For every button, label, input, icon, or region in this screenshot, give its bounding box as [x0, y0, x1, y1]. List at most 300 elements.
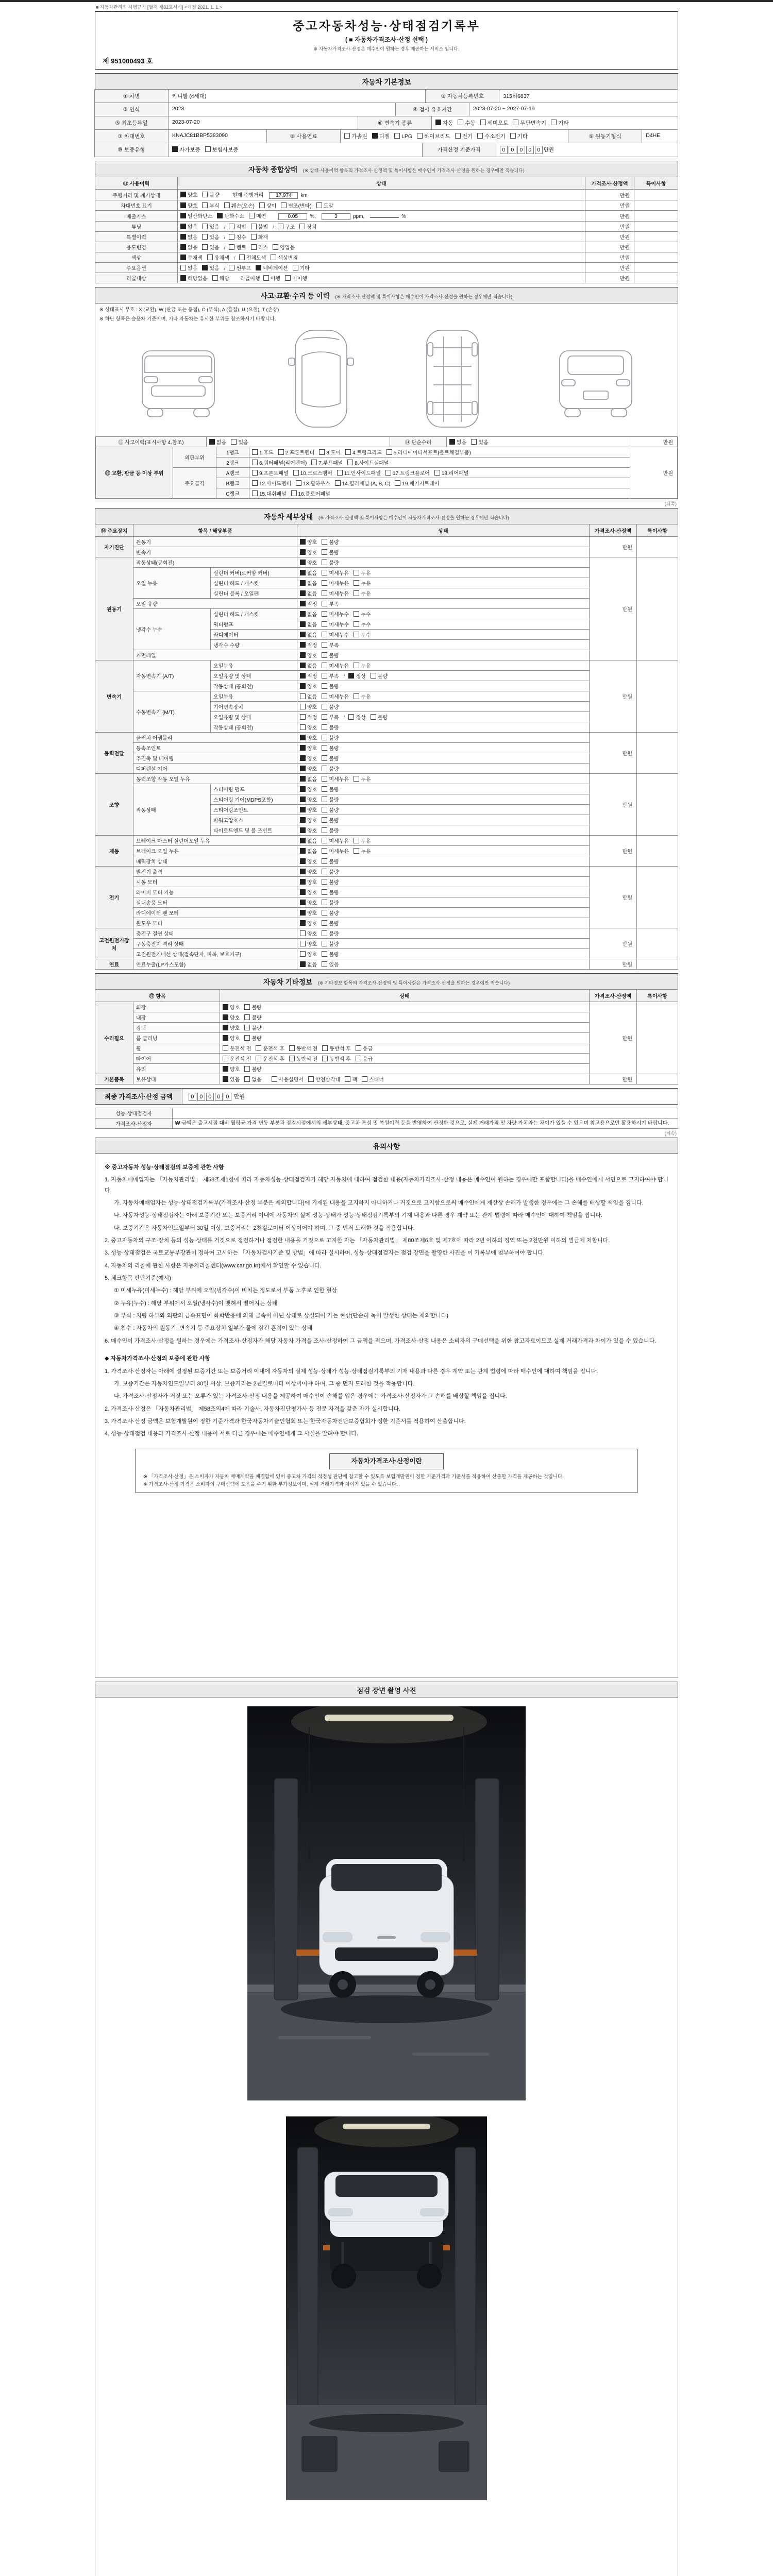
- checkbox-icon[interactable]: [510, 133, 516, 139]
- checkbox-checked-icon[interactable]: [300, 858, 306, 864]
- checkbox-checked-icon[interactable]: [223, 1025, 228, 1030]
- checkbox-icon[interactable]: [417, 133, 423, 139]
- checkbox-option[interactable]: 불량: [322, 734, 339, 741]
- checkbox-icon[interactable]: [308, 1076, 314, 1082]
- checkbox-icon[interactable]: [322, 961, 327, 967]
- checkbox-icon[interactable]: [202, 192, 208, 197]
- checkbox-icon[interactable]: [354, 632, 359, 637]
- checkbox-option[interactable]: 불량: [322, 888, 339, 896]
- checkbox-option[interactable]: 양호: [300, 734, 317, 741]
- checkbox-icon[interactable]: [354, 570, 359, 575]
- checkbox-option[interactable]: 미이행: [285, 274, 307, 282]
- checkbox-icon[interactable]: [322, 632, 327, 637]
- checkbox-option[interactable]: 있음: [202, 243, 219, 251]
- checkbox-icon[interactable]: [322, 838, 327, 843]
- checkbox-option[interactable]: 누유: [354, 837, 371, 844]
- checkbox-option[interactable]: 있음: [202, 233, 219, 241]
- checkbox-checked-icon[interactable]: [180, 244, 186, 250]
- checkbox-option[interactable]: 하이브리드: [417, 132, 450, 140]
- checkbox-icon[interactable]: [202, 234, 208, 240]
- checkbox-icon[interactable]: [322, 590, 327, 596]
- checkbox-icon[interactable]: [263, 275, 269, 281]
- checkbox-icon[interactable]: [316, 202, 322, 208]
- checkbox-option[interactable]: 동반석 전: [289, 1055, 317, 1062]
- checkbox-option[interactable]: 13.휠하우스: [296, 479, 330, 487]
- checkbox-checked-icon[interactable]: [300, 838, 306, 843]
- checkbox-icon[interactable]: [394, 133, 400, 139]
- checkbox-icon[interactable]: [356, 1056, 361, 1061]
- checkbox-icon[interactable]: [289, 1045, 295, 1051]
- checkbox-option[interactable]: 6.쿼터패널(리어펜더): [252, 459, 307, 466]
- checkbox-option[interactable]: 무단변속기: [513, 119, 546, 127]
- checkbox-icon[interactable]: [229, 265, 234, 270]
- checkbox-checked-icon[interactable]: [223, 1014, 228, 1020]
- checkbox-option[interactable]: 없음: [180, 223, 197, 230]
- checkbox-icon[interactable]: [300, 941, 306, 946]
- checkbox-option[interactable]: 없음: [300, 610, 317, 618]
- checkbox-option[interactable]: 있음: [471, 438, 488, 446]
- checkbox-icon[interactable]: [252, 460, 258, 465]
- checkbox-checked-icon[interactable]: [300, 621, 306, 627]
- checkbox-icon[interactable]: [202, 244, 208, 250]
- checkbox-option[interactable]: 누유: [354, 579, 371, 587]
- checkbox-icon[interactable]: [205, 146, 211, 152]
- checkbox-option[interactable]: 불량: [244, 1065, 261, 1073]
- checkbox-option[interactable]: 적법: [229, 223, 246, 230]
- checkbox-icon[interactable]: [345, 1076, 350, 1082]
- checkbox-icon[interactable]: [385, 470, 391, 476]
- checkbox-icon[interactable]: [337, 470, 343, 476]
- checkbox-checked-icon[interactable]: [300, 786, 306, 792]
- checkbox-icon[interactable]: [322, 858, 327, 864]
- checkbox-checked-icon[interactable]: [300, 869, 306, 874]
- checkbox-icon[interactable]: [322, 879, 327, 885]
- checkbox-option[interactable]: 불량: [244, 1003, 261, 1011]
- checkbox-option[interactable]: 동반석 후: [322, 1044, 350, 1052]
- checkbox-option[interactable]: 양호: [300, 919, 317, 927]
- checkbox-option[interactable]: 불량: [322, 868, 339, 875]
- checkbox-option[interactable]: 운전석 후: [256, 1044, 284, 1052]
- checkbox-option[interactable]: 전체도색: [239, 253, 266, 261]
- checkbox-option[interactable]: 세미오토: [480, 119, 509, 127]
- checkbox-option[interactable]: 양호: [300, 940, 317, 947]
- checkbox-icon[interactable]: [356, 1045, 361, 1051]
- checkbox-option[interactable]: 수소전기: [477, 132, 506, 140]
- checkbox-icon[interactable]: [202, 202, 208, 208]
- checkbox-checked-icon[interactable]: [180, 275, 186, 281]
- checkbox-option[interactable]: 있음: [223, 1075, 240, 1083]
- checkbox-option[interactable]: 보험사보증: [205, 146, 239, 154]
- checkbox-checked-icon[interactable]: [300, 766, 306, 771]
- checkbox-icon[interactable]: [180, 265, 186, 270]
- checkbox-option[interactable]: 정상: [348, 713, 365, 721]
- checkbox-icon[interactable]: [322, 560, 327, 565]
- checkbox-option[interactable]: 11.인사이드패널: [337, 469, 381, 477]
- checkbox-option[interactable]: 사용설명서: [272, 1075, 304, 1083]
- checkbox-checked-icon[interactable]: [217, 213, 223, 218]
- checkbox-icon[interactable]: [354, 580, 359, 586]
- checkbox-option[interactable]: 불량: [322, 826, 339, 834]
- checkbox-option[interactable]: 불량: [322, 765, 339, 772]
- checkbox-checked-icon[interactable]: [223, 1035, 228, 1041]
- checkbox-option[interactable]: 잭: [345, 1075, 357, 1083]
- checkbox-icon[interactable]: [480, 120, 486, 125]
- checkbox-icon[interactable]: [335, 480, 341, 486]
- checkbox-checked-icon[interactable]: [300, 920, 306, 926]
- checkbox-checked-icon[interactable]: [300, 570, 306, 575]
- checkbox-checked-icon[interactable]: [300, 817, 306, 823]
- checkbox-icon[interactable]: [322, 776, 327, 782]
- checkbox-icon[interactable]: [477, 133, 483, 139]
- checkbox-option[interactable]: 없음: [300, 837, 317, 844]
- checkbox-option[interactable]: 양호: [300, 795, 317, 803]
- checkbox-icon[interactable]: [322, 539, 327, 545]
- checkbox-option[interactable]: 불량: [322, 744, 339, 752]
- checkbox-icon[interactable]: [322, 951, 327, 957]
- checkbox-checked-icon[interactable]: [300, 663, 306, 668]
- checkbox-option[interactable]: 일산화탄소: [180, 212, 212, 219]
- checkbox-icon[interactable]: [300, 714, 306, 720]
- checkbox-option[interactable]: 미세누수: [322, 610, 349, 618]
- checkbox-option[interactable]: 불량: [322, 703, 339, 710]
- checkbox-icon[interactable]: [354, 621, 359, 627]
- checkbox-icon[interactable]: [322, 786, 327, 792]
- checkbox-icon[interactable]: [252, 480, 258, 486]
- checkbox-checked-icon[interactable]: [300, 673, 306, 679]
- checkbox-option[interactable]: 불량: [322, 651, 339, 659]
- checkbox-option[interactable]: 미세누유: [322, 847, 349, 855]
- checkbox-option[interactable]: 적정: [300, 672, 317, 680]
- checkbox-checked-icon[interactable]: [300, 827, 306, 833]
- checkbox-option[interactable]: 부족: [322, 713, 339, 721]
- checkbox-option[interactable]: 누유: [354, 847, 371, 855]
- checkbox-checked-icon[interactable]: [449, 439, 455, 445]
- checkbox-option[interactable]: 디젤: [372, 132, 390, 140]
- checkbox-option[interactable]: 렌트: [229, 243, 246, 251]
- checkbox-option[interactable]: 양호: [180, 201, 197, 209]
- checkbox-option[interactable]: 불량: [322, 857, 339, 865]
- checkbox-icon[interactable]: [300, 724, 306, 730]
- checkbox-option[interactable]: 10.크로스멤버: [293, 469, 332, 477]
- checkbox-icon[interactable]: [322, 663, 327, 668]
- checkbox-checked-icon[interactable]: [300, 683, 306, 689]
- checkbox-option[interactable]: 기타: [551, 119, 568, 127]
- checkbox-option[interactable]: 양호: [300, 723, 317, 731]
- checkbox-option[interactable]: 부식: [202, 201, 219, 209]
- checkbox-checked-icon[interactable]: [300, 601, 306, 606]
- checkbox-option[interactable]: 불량: [322, 795, 339, 803]
- checkbox-option[interactable]: 영업용: [273, 243, 295, 251]
- checkbox-icon[interactable]: [289, 1056, 295, 1061]
- checkbox-icon[interactable]: [249, 213, 255, 218]
- checkbox-option[interactable]: 구조: [278, 223, 295, 230]
- checkbox-checked-icon[interactable]: [180, 202, 186, 208]
- checkbox-option[interactable]: 유채색: [207, 253, 229, 261]
- checkbox-option[interactable]: 양호: [300, 538, 317, 546]
- checkbox-option[interactable]: 양호: [300, 868, 317, 875]
- checkbox-option[interactable]: 불량: [322, 682, 339, 690]
- checkbox-option[interactable]: 응급: [356, 1055, 373, 1062]
- checkbox-icon[interactable]: [223, 1045, 228, 1051]
- checkbox-icon[interactable]: [322, 642, 327, 648]
- checkbox-option[interactable]: 누수: [354, 620, 371, 628]
- checkbox-icon[interactable]: [354, 590, 359, 596]
- checkbox-option[interactable]: 불량: [322, 940, 339, 947]
- checkbox-option[interactable]: 없음: [300, 620, 317, 628]
- checkbox-option[interactable]: 동반석 전: [289, 1044, 317, 1052]
- checkbox-icon[interactable]: [322, 900, 327, 905]
- checkbox-checked-icon[interactable]: [435, 120, 441, 125]
- checkbox-icon[interactable]: [395, 480, 400, 486]
- checkbox-icon[interactable]: [202, 224, 208, 229]
- checkbox-option[interactable]: 자동: [435, 119, 453, 127]
- checkbox-option[interactable]: 없음: [300, 579, 317, 587]
- checkbox-icon[interactable]: [278, 224, 283, 229]
- checkbox-checked-icon[interactable]: [202, 265, 208, 270]
- checkbox-option[interactable]: 매연: [249, 212, 266, 219]
- checkbox-option[interactable]: 양호: [300, 950, 317, 958]
- checkbox-option[interactable]: 침수: [229, 233, 246, 241]
- checkbox-option[interactable]: 없음: [244, 1075, 261, 1083]
- checkbox-icon[interactable]: [251, 224, 257, 229]
- checkbox-checked-icon[interactable]: [300, 580, 306, 586]
- checkbox-icon[interactable]: [229, 234, 234, 240]
- checkbox-checked-icon[interactable]: [300, 539, 306, 545]
- checkbox-icon[interactable]: [354, 848, 359, 854]
- checkbox-option[interactable]: 양호: [300, 878, 317, 886]
- checkbox-option[interactable]: 없음: [300, 847, 317, 855]
- checkbox-icon[interactable]: [513, 120, 518, 125]
- checkbox-option[interactable]: 가솔린: [344, 132, 367, 140]
- checkbox-option[interactable]: 누수: [354, 610, 371, 618]
- checkbox-option[interactable]: 없음: [300, 589, 317, 597]
- checkbox-option[interactable]: 양호: [300, 765, 317, 772]
- checkbox-option[interactable]: LPG: [394, 133, 412, 140]
- checkbox-icon[interactable]: [273, 244, 278, 250]
- checkbox-option[interactable]: 양호: [223, 1003, 240, 1011]
- checkbox-option[interactable]: 없음: [300, 569, 317, 577]
- checkbox-option[interactable]: 양호: [300, 909, 317, 917]
- checkbox-option[interactable]: 17.트렁크플로어: [385, 469, 430, 477]
- checkbox-checked-icon[interactable]: [300, 807, 306, 812]
- checkbox-option[interactable]: 불량: [322, 548, 339, 556]
- checkbox-icon[interactable]: [322, 827, 327, 833]
- checkbox-icon[interactable]: [252, 470, 258, 476]
- checkbox-option[interactable]: 불량: [322, 950, 339, 958]
- checkbox-option[interactable]: 양호: [300, 651, 317, 659]
- checkbox-option[interactable]: 없음: [300, 960, 317, 968]
- checkbox-option[interactable]: 없음: [300, 631, 317, 638]
- checkbox-icon[interactable]: [251, 234, 257, 240]
- checkbox-checked-icon[interactable]: [223, 1076, 228, 1082]
- checkbox-checked-icon[interactable]: [180, 234, 186, 240]
- checkbox-option[interactable]: 없음: [180, 233, 197, 241]
- checkbox-icon[interactable]: [293, 265, 298, 270]
- checkbox-option[interactable]: 18.리어패널: [434, 469, 469, 477]
- checkbox-checked-icon[interactable]: [300, 755, 306, 761]
- checkbox-icon[interactable]: [354, 663, 359, 668]
- checkbox-option[interactable]: 불량: [322, 899, 339, 906]
- checkbox-option[interactable]: 정상: [348, 672, 365, 680]
- checkbox-option[interactable]: 스패너: [362, 1075, 384, 1083]
- checkbox-option[interactable]: 기타: [293, 264, 310, 272]
- checkbox-icon[interactable]: [322, 724, 327, 730]
- checkbox-icon[interactable]: [299, 224, 305, 229]
- checkbox-icon[interactable]: [311, 460, 317, 465]
- checkbox-option[interactable]: 4.트렁크리드: [345, 448, 382, 456]
- checkbox-option[interactable]: 양호: [223, 1013, 240, 1021]
- checkbox-checked-icon[interactable]: [300, 560, 306, 565]
- checkbox-icon[interactable]: [322, 693, 327, 699]
- checkbox-checked-icon[interactable]: [300, 735, 306, 740]
- checkbox-option[interactable]: 적정: [300, 641, 317, 649]
- checkbox-icon[interactable]: [229, 244, 234, 250]
- checkbox-icon[interactable]: [244, 1035, 250, 1041]
- checkbox-option[interactable]: 미세누유: [322, 775, 349, 783]
- checkbox-option[interactable]: 불량: [322, 538, 339, 546]
- checkbox-checked-icon[interactable]: [209, 439, 215, 445]
- checkbox-icon[interactable]: [291, 490, 297, 496]
- checkbox-checked-icon[interactable]: [300, 652, 306, 658]
- checkbox-icon[interactable]: [252, 490, 258, 496]
- checkbox-icon[interactable]: [386, 449, 392, 455]
- checkbox-option[interactable]: 부족: [322, 600, 339, 607]
- checkbox-icon[interactable]: [455, 133, 461, 139]
- checkbox-option[interactable]: 양호: [300, 785, 317, 793]
- checkbox-checked-icon[interactable]: [223, 1066, 228, 1072]
- checkbox-icon[interactable]: [322, 807, 327, 812]
- checkbox-option[interactable]: 14.필러패널 (A, B, C): [335, 479, 391, 487]
- checkbox-option[interactable]: 전기: [455, 132, 473, 140]
- checkbox-icon[interactable]: [239, 255, 245, 260]
- checkbox-icon[interactable]: [322, 601, 327, 606]
- checkbox-option[interactable]: 양호: [223, 1065, 240, 1073]
- checkbox-checked-icon[interactable]: [300, 848, 306, 854]
- checkbox-option[interactable]: 불량: [244, 1034, 261, 1042]
- checkbox-icon[interactable]: [344, 133, 350, 139]
- checkbox-icon[interactable]: [371, 714, 376, 720]
- checkbox-icon[interactable]: [551, 120, 557, 125]
- checkbox-icon[interactable]: [224, 202, 230, 208]
- checkbox-option[interactable]: 불량: [371, 713, 388, 721]
- checkbox-icon[interactable]: [319, 449, 325, 455]
- checkbox-icon[interactable]: [256, 1045, 261, 1051]
- checkbox-option[interactable]: 9.프론트패널: [252, 469, 289, 477]
- checkbox-icon[interactable]: [434, 470, 440, 476]
- checkbox-icon[interactable]: [345, 449, 351, 455]
- checkbox-icon[interactable]: [293, 470, 299, 476]
- checkbox-icon[interactable]: [251, 244, 257, 250]
- checkbox-icon[interactable]: [252, 449, 258, 455]
- checkbox-checked-icon[interactable]: [300, 910, 306, 916]
- checkbox-option[interactable]: 불량: [322, 754, 339, 762]
- checkbox-option[interactable]: 탄화수소: [217, 212, 244, 219]
- checkbox-icon[interactable]: [212, 275, 218, 281]
- checkbox-checked-icon[interactable]: [180, 213, 186, 218]
- checkbox-option[interactable]: 기타: [510, 132, 528, 140]
- checkbox-option[interactable]: 3.도어: [319, 448, 341, 456]
- checkbox-option[interactable]: 양호: [300, 754, 317, 762]
- checkbox-option[interactable]: 적정: [300, 600, 317, 607]
- checkbox-icon[interactable]: [347, 460, 353, 465]
- checkbox-checked-icon[interactable]: [300, 776, 306, 782]
- checkbox-checked-icon[interactable]: [300, 549, 306, 555]
- checkbox-icon[interactable]: [322, 848, 327, 854]
- checkbox-option[interactable]: 15.대쉬패널: [252, 489, 287, 497]
- checkbox-option[interactable]: 불량: [322, 806, 339, 814]
- checkbox-icon[interactable]: [322, 889, 327, 895]
- checkbox-icon[interactable]: [207, 255, 213, 260]
- checkbox-icon[interactable]: [362, 1076, 367, 1082]
- checkbox-option[interactable]: 없음: [209, 438, 226, 446]
- checkbox-checked-icon[interactable]: [300, 611, 306, 617]
- checkbox-option[interactable]: 양호: [300, 558, 317, 566]
- checkbox-option[interactable]: 양호: [300, 806, 317, 814]
- checkbox-icon[interactable]: [229, 224, 234, 229]
- checkbox-checked-icon[interactable]: [300, 961, 306, 967]
- checkbox-option[interactable]: 양호: [300, 703, 317, 710]
- checkbox-icon[interactable]: [322, 1056, 328, 1061]
- checkbox-option[interactable]: 양호: [300, 816, 317, 824]
- checkbox-option[interactable]: 누유: [354, 662, 371, 669]
- checkbox-option[interactable]: 양호: [300, 826, 317, 834]
- checkbox-option[interactable]: 미세누유: [322, 589, 349, 597]
- checkbox-option[interactable]: 7.루프패널: [311, 459, 343, 466]
- checkbox-icon[interactable]: [322, 549, 327, 555]
- checkbox-option[interactable]: 미세누유: [322, 692, 349, 700]
- checkbox-option[interactable]: 양호: [300, 548, 317, 556]
- checkbox-icon[interactable]: [322, 817, 327, 823]
- checkbox-option[interactable]: 도말: [316, 201, 333, 209]
- checkbox-option[interactable]: 양호: [300, 899, 317, 906]
- checkbox-icon[interactable]: [354, 611, 359, 617]
- checkbox-option[interactable]: 양호: [300, 929, 317, 937]
- checkbox-option[interactable]: 안전삼각대: [308, 1075, 340, 1083]
- checkbox-option[interactable]: 수동: [458, 119, 475, 127]
- checkbox-option[interactable]: 없음: [300, 662, 317, 669]
- checkbox-icon[interactable]: [322, 714, 327, 720]
- checkbox-icon[interactable]: [322, 869, 327, 874]
- checkbox-option[interactable]: 불량: [244, 1013, 261, 1021]
- checkbox-option[interactable]: 없음: [180, 243, 197, 251]
- checkbox-icon[interactable]: [322, 735, 327, 740]
- checkbox-icon[interactable]: [458, 120, 463, 125]
- checkbox-option[interactable]: 양호: [300, 857, 317, 865]
- checkbox-icon[interactable]: [322, 621, 327, 627]
- checkbox-icon[interactable]: [300, 951, 306, 957]
- checkbox-icon[interactable]: [300, 930, 306, 936]
- checkbox-option[interactable]: 색상변경: [271, 253, 298, 261]
- checkbox-option[interactable]: 불량: [322, 785, 339, 793]
- checkbox-icon[interactable]: [354, 693, 359, 699]
- checkbox-checked-icon[interactable]: [300, 796, 306, 802]
- checkbox-icon[interactable]: [296, 480, 301, 486]
- checkbox-option[interactable]: 양호: [300, 682, 317, 690]
- checkbox-option[interactable]: 미세누수: [322, 620, 349, 628]
- checkbox-icon[interactable]: [322, 1045, 328, 1051]
- checkbox-option[interactable]: 네비게이션: [256, 264, 288, 272]
- checkbox-option[interactable]: 있음: [231, 438, 248, 446]
- checkbox-checked-icon[interactable]: [300, 590, 306, 596]
- checkbox-option[interactable]: 미세누유: [322, 662, 349, 669]
- checkbox-checked-icon[interactable]: [300, 632, 306, 637]
- checkbox-option[interactable]: 2.프론트펜더: [278, 448, 315, 456]
- checkbox-option[interactable]: 불법: [251, 223, 268, 230]
- checkbox-icon[interactable]: [322, 683, 327, 689]
- checkbox-icon[interactable]: [278, 449, 284, 455]
- checkbox-option[interactable]: 응급: [356, 1044, 373, 1052]
- checkbox-option[interactable]: 누유: [354, 692, 371, 700]
